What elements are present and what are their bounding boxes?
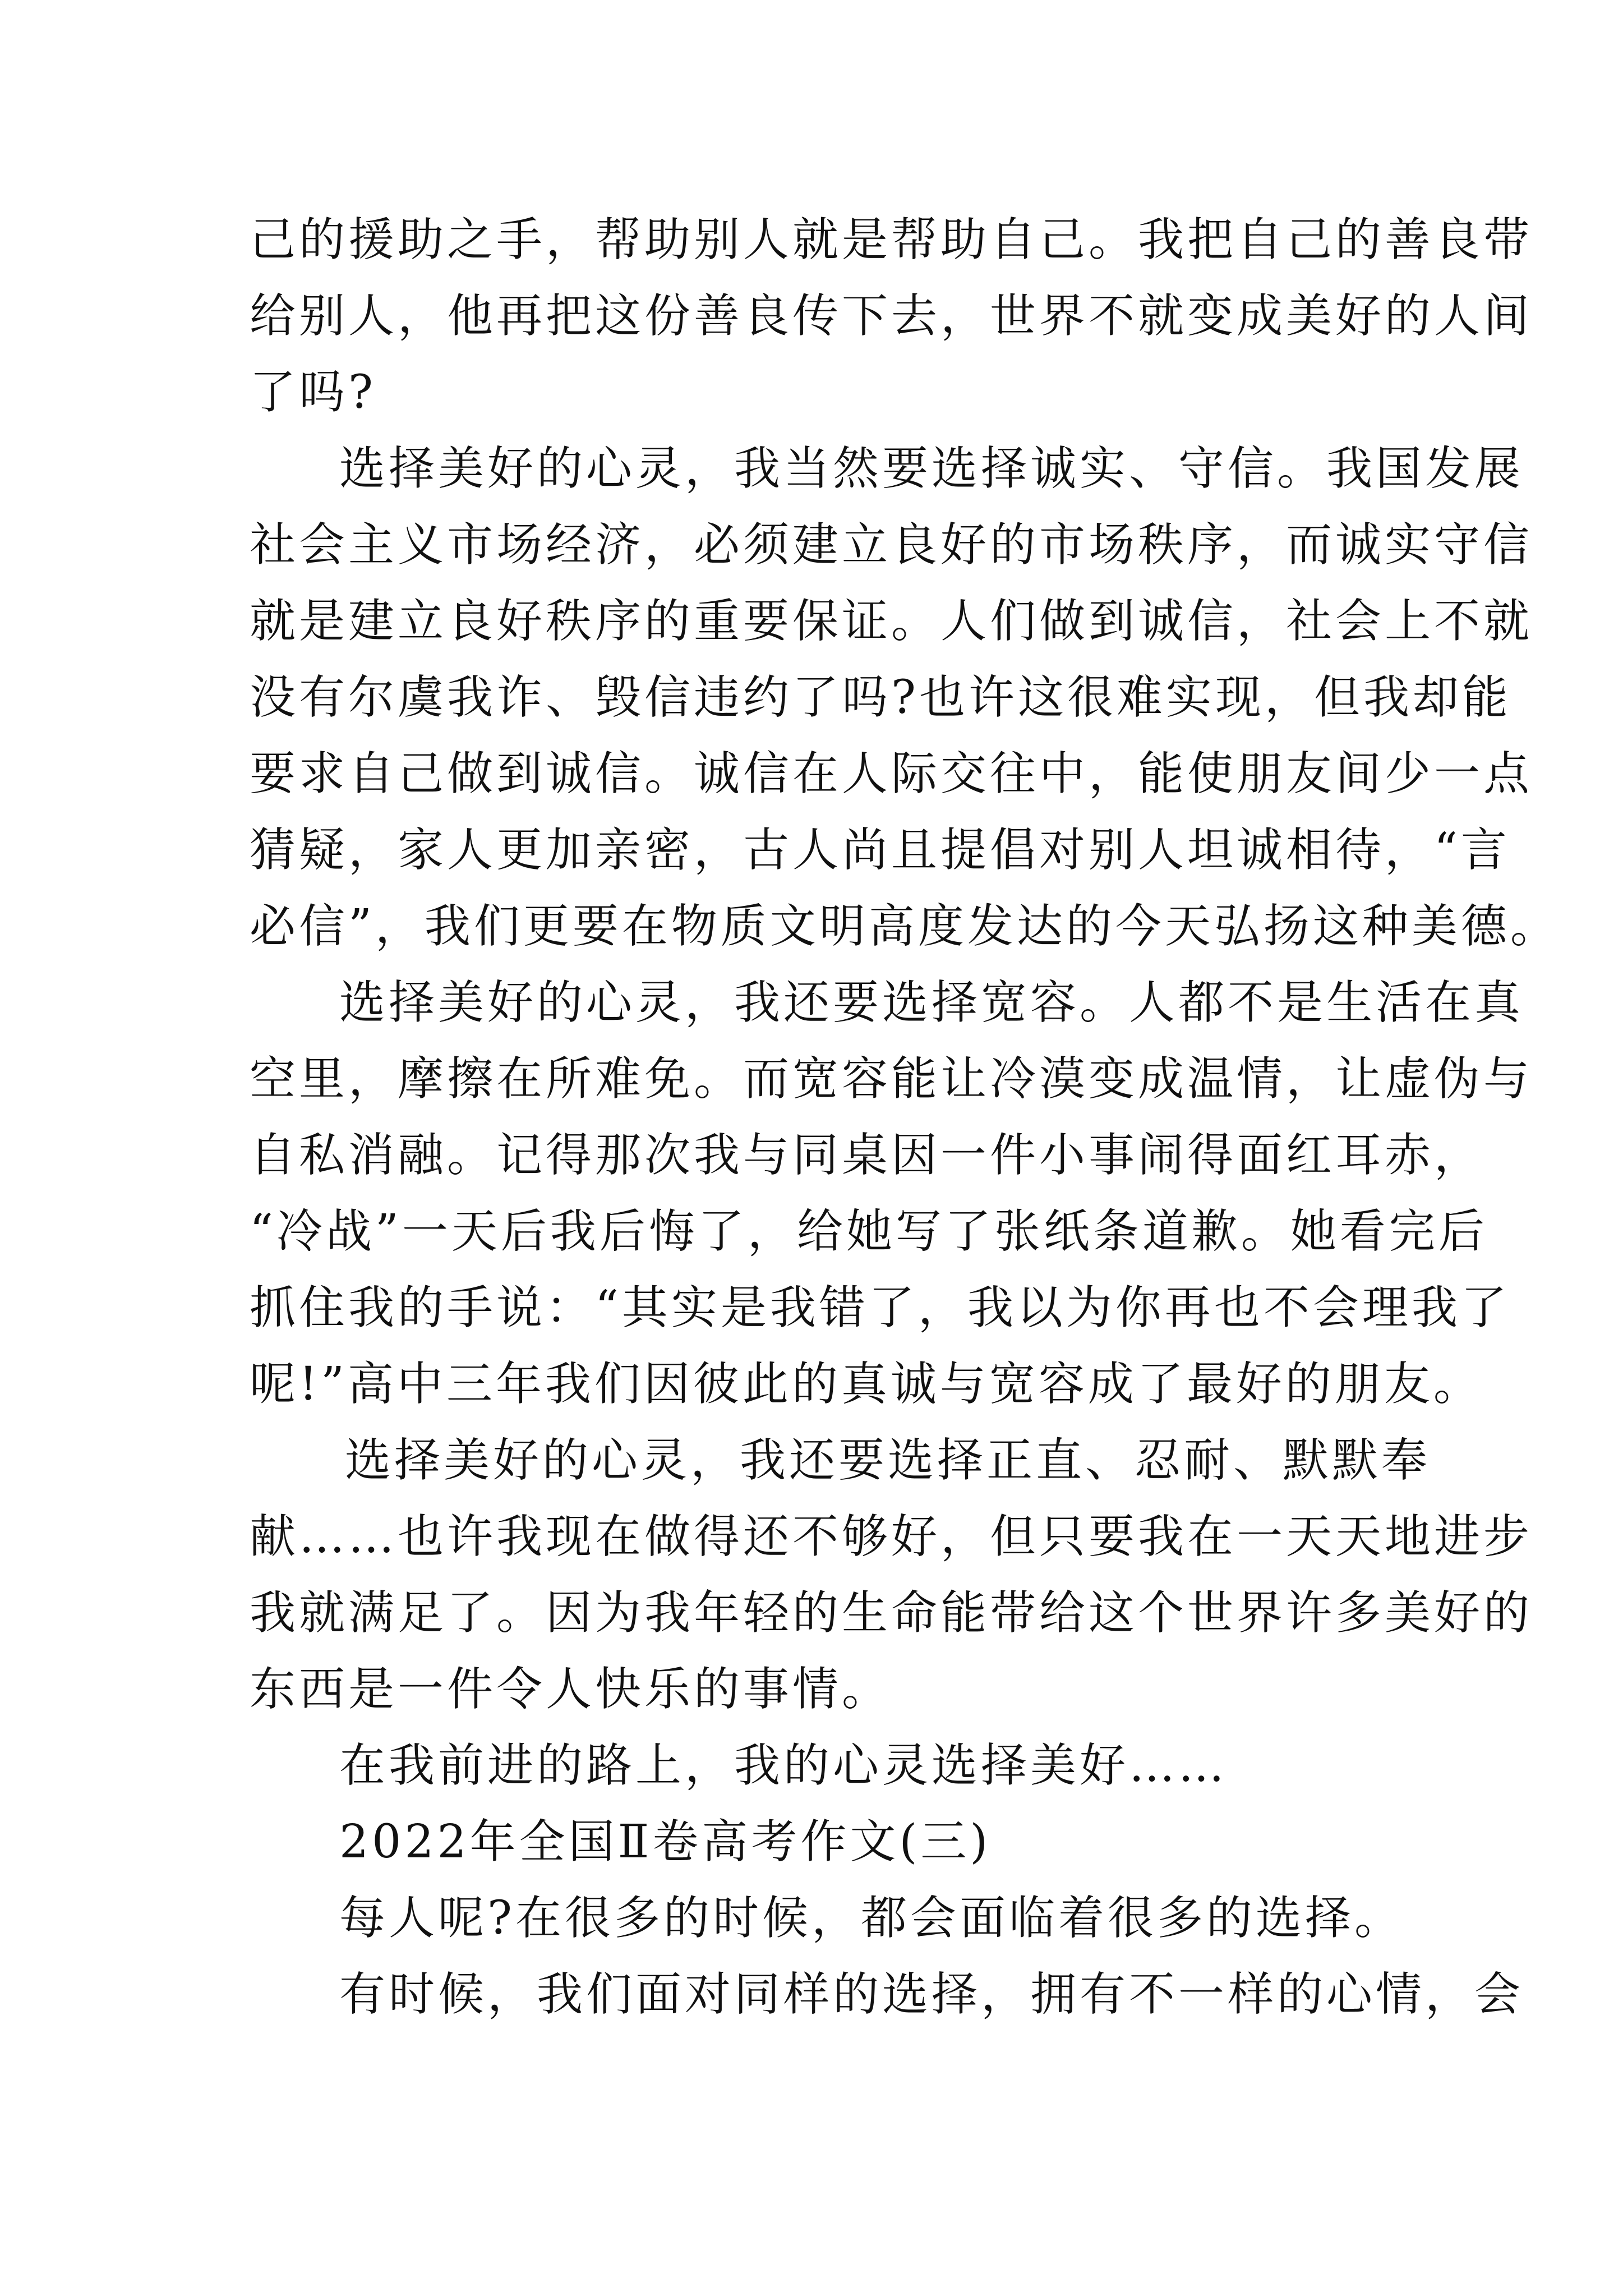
section-title: 2022年全国Ⅱ卷高考作文(三) (339, 1815, 992, 1869)
paragraph-start-line: 选择美好的心灵，我还要选择正直、忍耐、默默奉 (345, 1434, 1431, 1487)
text-line: 猜疑，家人更加亲密，古人尚且提倡对别人坦诚相待，“言 (250, 823, 1510, 877)
text-line: 没有尔虞我诈、毁信违约了吗?也许这很难实现，但我却能 (250, 671, 1511, 724)
text-line: 必信”，我们更要在物质文明高度发达的今天弘扬这种美德。 (250, 900, 1560, 953)
paragraph-start-line: 在我前进的路上，我的心灵选择美好…… (339, 1739, 1228, 1792)
paragraph-start-line: 选择美好的心灵，我当然要选择诚实、守信。我国发展 (339, 442, 1524, 495)
paragraph-start-line: 有时候，我们面对同样的选择，拥有不一样的心情，会 (339, 1968, 1524, 2021)
paragraph-start-line: 每人呢?在很多的时候，都会面临着很多的选择。 (339, 1892, 1404, 1945)
text-line: “冷战”一天后我后悔了，给她写了张纸条道歉。她看完后 (250, 1205, 1488, 1258)
text-line: 东西是一件令人快乐的事情。 (250, 1663, 892, 1716)
text-line: 社会主义市场经济，必须建立良好的市场秩序，而诚实守信 (250, 518, 1533, 572)
text-line: 抓住我的手说：“其实是我错了，我以为你再也不会理我了 (250, 1281, 1510, 1335)
text-line: 就是建立良好秩序的重要保证。人们做到诚信，社会上不就 (250, 595, 1533, 648)
paragraph-start-line: 选择美好的心灵，我还要选择宽容。人都不是生活在真 (339, 976, 1524, 1029)
text-line: 己的援助之手，帮助别人就是帮助自己。我把自己的善良带 (250, 213, 1533, 266)
essay-text (250, 202, 1560, 2033)
text-line: 呢!”高中三年我们因彼此的真诚与宽容成了最好的朋友。 (250, 1358, 1483, 1411)
text-line: 自私消融。记得那次我与同桌因一件小事闹得面红耳赤， (250, 1129, 1484, 1182)
text-line: 献……也许我现在做得还不够好，但只要我在一天天地进步 (250, 1510, 1533, 1563)
text-line: 要求自己做到诚信。诚信在人际交往中，能使朋友间少一点 (250, 747, 1533, 800)
text-line: 我就满足了。因为我年轻的生命能带给这个世界许多美好的 (250, 1586, 1533, 1640)
text-line: 给别人，他再把这份善良传下去，世界不就变成美好的人间 (250, 289, 1533, 343)
text-line: 空里，摩擦在所难免。而宽容能让冷漠变成温情，让虚伪与 (250, 1052, 1533, 1106)
text-line: 了吗? (250, 366, 376, 419)
